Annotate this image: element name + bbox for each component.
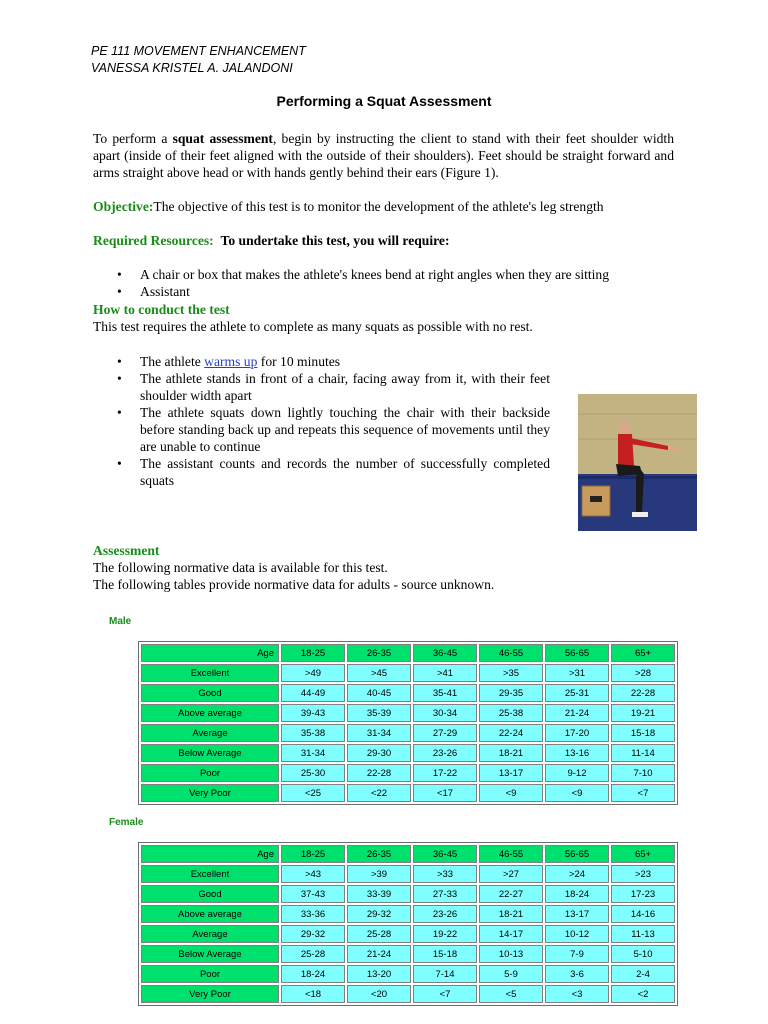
value-cell: 2-4 [611, 965, 675, 983]
value-cell: 18-21 [479, 744, 543, 762]
intro-paragraph: To perform a squat assessment, begin by instructing the client to stand with their feet shoulder width apart (inside of their feet aligned with the outside of their shoulders). Feet should be straight forward and arms straight above head or with hands gently behind their ears (Figure 1). [93, 131, 674, 180]
value-cell: 17-23 [611, 885, 675, 903]
assessment-heading: Assessment [93, 543, 160, 558]
value-cell: 13-17 [545, 905, 609, 923]
age-column-header: 46-55 [479, 845, 543, 863]
value-cell: 21-24 [545, 704, 609, 722]
value-cell: 40-45 [347, 684, 411, 702]
age-column-header: 36-45 [413, 644, 477, 662]
age-column-header: 56-65 [545, 845, 609, 863]
value-cell: 35-39 [347, 704, 411, 722]
age-column-header: 18-25 [281, 845, 345, 863]
value-cell: 17-22 [413, 764, 477, 782]
value-cell: <5 [479, 985, 543, 1003]
age-header-cell: Age [141, 644, 279, 662]
list-item: • The athlete squats down lightly touching the chair with their backside before standing back up and repeats this sequence of movements until they are unable to continue [114, 404, 550, 455]
table-row [141, 764, 675, 782]
value-cell: 31-34 [281, 744, 345, 762]
table-header-row [141, 644, 675, 662]
value-cell: 30-34 [413, 704, 477, 722]
value-cell: 19-22 [413, 925, 477, 943]
intro-bold-term: squat assessment [172, 131, 273, 146]
value-cell: 11-13 [611, 925, 675, 943]
male-label: Male [109, 616, 132, 627]
value-cell: 10-13 [479, 945, 543, 963]
squat-photo [578, 394, 697, 531]
assessment-line-1: The following normative data is available for this test. [93, 560, 388, 575]
rating-label-cell: Above average [141, 704, 279, 722]
age-column-header: 26-35 [347, 845, 411, 863]
value-cell: 18-21 [479, 905, 543, 923]
value-cell: <25 [281, 784, 345, 802]
value-cell: 29-35 [479, 684, 543, 702]
value-cell: 22-24 [479, 724, 543, 742]
value-cell: 33-36 [281, 905, 345, 923]
value-cell: 5-9 [479, 965, 543, 983]
list-item: • The athlete warms up for 10 minutes [114, 353, 550, 370]
value-cell: 13-17 [479, 764, 543, 782]
value-cell: >28 [611, 664, 675, 682]
assessment-line-2: The following tables provide normative data for adults - source unknown. [93, 577, 495, 592]
table-row [141, 965, 675, 983]
value-cell: 7-14 [413, 965, 477, 983]
age-column-header: 65+ [611, 845, 675, 863]
rating-label-cell: Very Poor [141, 985, 279, 1003]
table-row [141, 885, 675, 903]
steps-list [114, 353, 550, 489]
value-cell: 19-21 [611, 704, 675, 722]
value-cell: 13-16 [545, 744, 609, 762]
value-cell: >43 [281, 865, 345, 883]
table-row [141, 704, 675, 722]
value-cell: <2 [611, 985, 675, 1003]
value-cell: 39-43 [281, 704, 345, 722]
table-row [141, 784, 675, 802]
table-row [141, 905, 675, 923]
value-cell: <18 [281, 985, 345, 1003]
page-title: Performing a Squat Assessment [276, 93, 492, 109]
rating-label-cell: Very Poor [141, 784, 279, 802]
table-row [141, 664, 675, 682]
value-cell: 25-38 [479, 704, 543, 722]
objective-label: Objective: [93, 199, 154, 214]
value-cell: >39 [347, 865, 411, 883]
value-cell: 33-39 [347, 885, 411, 903]
value-cell: 27-33 [413, 885, 477, 903]
age-column-header: 65+ [611, 644, 675, 662]
howto-heading: How to conduct the test [93, 302, 230, 317]
list-item: • Assistant [114, 283, 694, 300]
value-cell: <17 [413, 784, 477, 802]
rating-label-cell: Excellent [141, 664, 279, 682]
rating-label-cell: Average [141, 724, 279, 742]
table-header-row [141, 845, 675, 863]
value-cell: 25-30 [281, 764, 345, 782]
value-cell: <9 [479, 784, 543, 802]
age-header-cell: Age [141, 845, 279, 863]
value-cell: 17-20 [545, 724, 609, 742]
resources-list [114, 266, 694, 300]
value-cell: 29-30 [347, 744, 411, 762]
rating-label-cell: Good [141, 684, 279, 702]
value-cell: 23-26 [413, 744, 477, 762]
table-row [141, 985, 675, 1003]
value-cell: 37-43 [281, 885, 345, 903]
rating-label-cell: Above average [141, 905, 279, 923]
value-cell: 18-24 [281, 965, 345, 983]
value-cell: 15-18 [413, 945, 477, 963]
value-cell: 22-28 [611, 684, 675, 702]
value-cell: 29-32 [347, 905, 411, 923]
value-cell: >41 [413, 664, 477, 682]
value-cell: 14-17 [479, 925, 543, 943]
value-cell: 13-20 [347, 965, 411, 983]
value-cell: 14-16 [611, 905, 675, 923]
female-table [138, 842, 678, 1006]
table-row [141, 865, 675, 883]
rating-label-cell: Below Average [141, 744, 279, 762]
warms-up-link[interactable]: warms up [204, 354, 258, 369]
value-cell: <20 [347, 985, 411, 1003]
table-row [141, 945, 675, 963]
value-cell: 31-34 [347, 724, 411, 742]
rating-label-cell: Average [141, 925, 279, 943]
value-cell: 22-27 [479, 885, 543, 903]
male-table [138, 641, 678, 805]
value-cell: 3-6 [545, 965, 609, 983]
value-cell: 44-49 [281, 684, 345, 702]
rating-label-cell: Poor [141, 764, 279, 782]
value-cell: <9 [545, 784, 609, 802]
value-cell: <7 [611, 784, 675, 802]
value-cell: 25-31 [545, 684, 609, 702]
value-cell: 10-12 [545, 925, 609, 943]
value-cell: >23 [611, 865, 675, 883]
value-cell: 29-32 [281, 925, 345, 943]
value-cell: 15-18 [611, 724, 675, 742]
age-column-header: 26-35 [347, 644, 411, 662]
rating-label-cell: Below Average [141, 945, 279, 963]
value-cell: >45 [347, 664, 411, 682]
value-cell: 27-29 [413, 724, 477, 742]
author-name: VANESSA KRISTEL A. JALANDONI [91, 61, 293, 75]
value-cell: >31 [545, 664, 609, 682]
female-label: Female [109, 817, 144, 828]
value-cell: 35-41 [413, 684, 477, 702]
value-cell: 7-9 [545, 945, 609, 963]
value-cell: 22-28 [347, 764, 411, 782]
resources-line: Required Resources: To undertake this test, you will require: [93, 233, 450, 248]
value-cell: >35 [479, 664, 543, 682]
rating-label-cell: Poor [141, 965, 279, 983]
value-cell: <22 [347, 784, 411, 802]
value-cell: 11-14 [611, 744, 675, 762]
value-cell: >33 [413, 865, 477, 883]
value-cell: 5-10 [611, 945, 675, 963]
value-cell: 25-28 [347, 925, 411, 943]
value-cell: >27 [479, 865, 543, 883]
value-cell: 9-12 [545, 764, 609, 782]
table-row [141, 724, 675, 742]
course-title: PE 111 MOVEMENT ENHANCEMENT [91, 44, 306, 58]
rating-label-cell: Good [141, 885, 279, 903]
value-cell: >49 [281, 664, 345, 682]
value-cell: 25-28 [281, 945, 345, 963]
value-cell: 7-10 [611, 764, 675, 782]
age-column-header: 46-55 [479, 644, 543, 662]
list-item: • The athlete stands in front of a chair, facing away from it, with their feet shoulder width apart [114, 370, 550, 404]
rating-label-cell: Excellent [141, 865, 279, 883]
age-column-header: 18-25 [281, 644, 345, 662]
value-cell: 23-26 [413, 905, 477, 923]
list-item: • A chair or box that makes the athlete's knees bend at right angles when they are sitting [114, 266, 694, 283]
table-row [141, 925, 675, 943]
list-item: • The assistant counts and records the number of successfully completed squats [114, 455, 550, 489]
table-row [141, 684, 675, 702]
objective-line: Objective:The objective of this test is to monitor the development of the athlete's leg strength [93, 199, 604, 214]
value-cell: 21-24 [347, 945, 411, 963]
age-column-header: 36-45 [413, 845, 477, 863]
value-cell: 35-38 [281, 724, 345, 742]
value-cell: 18-24 [545, 885, 609, 903]
value-cell: <3 [545, 985, 609, 1003]
table-row [141, 744, 675, 762]
resources-label: Required Resources: [93, 233, 214, 248]
value-cell: <7 [413, 985, 477, 1003]
age-column-header: 56-65 [545, 644, 609, 662]
howto-text: This test requires the athlete to complete as many squats as possible with no rest. [93, 319, 533, 334]
value-cell: >24 [545, 865, 609, 883]
